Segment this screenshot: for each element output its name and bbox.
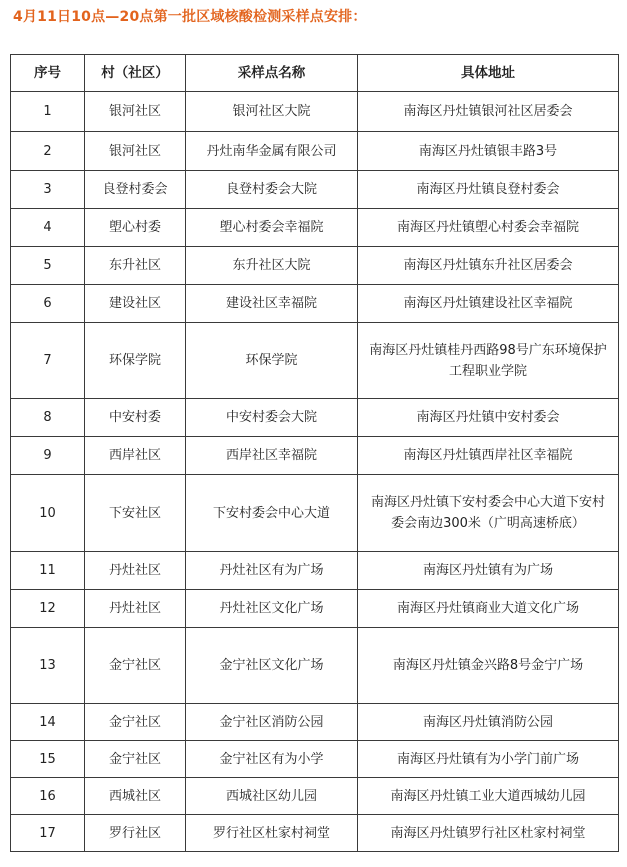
cell-no: 11 xyxy=(11,552,85,590)
cell-no: 12 xyxy=(11,590,85,628)
cell-no: 2 xyxy=(11,132,85,171)
cell-no: 10 xyxy=(11,475,85,552)
cell-village: 塱心村委 xyxy=(85,209,186,247)
cell-village: 良登村委会 xyxy=(85,171,186,209)
cell-village: 西城社区 xyxy=(85,778,186,815)
table-row xyxy=(11,704,619,741)
cell-address: 南海区丹灶镇商业大道文化广场 xyxy=(358,590,619,628)
cell-address: 南海区丹灶镇下安村委会中心大道下安村委会南边300米（广明高速桥底） xyxy=(358,475,619,552)
cell-site: 西岸社区幸福院 xyxy=(186,437,358,475)
cell-no: 9 xyxy=(11,437,85,475)
cell-address: 南海区丹灶镇有为广场 xyxy=(358,552,619,590)
sampling-sites-table xyxy=(10,54,619,852)
cell-no: 13 xyxy=(11,628,85,704)
cell-address: 南海区丹灶镇罗行社区杜家村祠堂 xyxy=(358,815,619,852)
cell-village: 金宁社区 xyxy=(85,704,186,741)
table-body xyxy=(11,92,619,852)
table-row xyxy=(11,741,619,778)
table-header-row xyxy=(11,55,619,92)
table-row xyxy=(11,475,619,552)
cell-no: 7 xyxy=(11,323,85,399)
table-row xyxy=(11,285,619,323)
cell-site: 良登村委会大院 xyxy=(186,171,358,209)
table-row xyxy=(11,778,619,815)
cell-address: 南海区丹灶镇银丰路3号 xyxy=(358,132,619,171)
cell-village: 中安村委 xyxy=(85,399,186,437)
table-row xyxy=(11,247,619,285)
cell-address: 南海区丹灶镇塱心村委会幸福院 xyxy=(358,209,619,247)
cell-no: 17 xyxy=(11,815,85,852)
cell-site: 丹灶南华金属有限公司 xyxy=(186,132,358,171)
cell-address: 南海区丹灶镇建设社区幸福院 xyxy=(358,285,619,323)
cell-no: 15 xyxy=(11,741,85,778)
cell-village: 下安社区 xyxy=(85,475,186,552)
cell-site: 中安村委会大院 xyxy=(186,399,358,437)
table-row xyxy=(11,628,619,704)
cell-site: 西城社区幼儿园 xyxy=(186,778,358,815)
table-row xyxy=(11,590,619,628)
cell-village: 丹灶社区 xyxy=(85,552,186,590)
cell-site: 罗行社区杜家村祠堂 xyxy=(186,815,358,852)
cell-no: 1 xyxy=(11,92,85,132)
table-row xyxy=(11,209,619,247)
cell-village: 金宁社区 xyxy=(85,628,186,704)
cell-address: 南海区丹灶镇中安村委会 xyxy=(358,399,619,437)
cell-no: 8 xyxy=(11,399,85,437)
cell-address: 南海区丹灶镇消防公园 xyxy=(358,704,619,741)
cell-no: 14 xyxy=(11,704,85,741)
cell-site: 建设社区幸福院 xyxy=(186,285,358,323)
table-row xyxy=(11,92,619,132)
cell-address: 南海区丹灶镇良登村委会 xyxy=(358,171,619,209)
header-address: 具体地址 xyxy=(358,55,619,92)
cell-village: 罗行社区 xyxy=(85,815,186,852)
header-no: 序号 xyxy=(11,55,85,92)
cell-village: 建设社区 xyxy=(85,285,186,323)
cell-site: 金宁社区消防公园 xyxy=(186,704,358,741)
cell-site: 金宁社区有为小学 xyxy=(186,741,358,778)
table-row xyxy=(11,323,619,399)
cell-address: 南海区丹灶镇东升社区居委会 xyxy=(358,247,619,285)
cell-address: 南海区丹灶镇银河社区居委会 xyxy=(358,92,619,132)
cell-no: 3 xyxy=(11,171,85,209)
page-title: 4月11日10点—20点第一批区域核酸检测采样点安排： xyxy=(13,9,367,25)
table-row xyxy=(11,552,619,590)
cell-site: 塱心村委会幸福院 xyxy=(186,209,358,247)
cell-site: 下安村委会中心大道 xyxy=(186,475,358,552)
cell-no: 5 xyxy=(11,247,85,285)
header-village: 村（社区） xyxy=(85,55,186,92)
cell-address: 南海区丹灶镇金兴路8号金宁广场 xyxy=(358,628,619,704)
cell-village: 丹灶社区 xyxy=(85,590,186,628)
header-site: 采样点名称 xyxy=(186,55,358,92)
cell-site: 丹灶社区有为广场 xyxy=(186,552,358,590)
cell-site: 银河社区大院 xyxy=(186,92,358,132)
cell-village: 环保学院 xyxy=(85,323,186,399)
cell-village: 东升社区 xyxy=(85,247,186,285)
cell-village: 银河社区 xyxy=(85,92,186,132)
cell-address: 南海区丹灶镇有为小学门前广场 xyxy=(358,741,619,778)
cell-address: 南海区丹灶镇桂丹西路98号广东环境保护工程职业学院 xyxy=(358,323,619,399)
cell-village: 金宁社区 xyxy=(85,741,186,778)
cell-no: 16 xyxy=(11,778,85,815)
cell-site: 东升社区大院 xyxy=(186,247,358,285)
cell-village: 银河社区 xyxy=(85,132,186,171)
table-row xyxy=(11,132,619,171)
table-row xyxy=(11,399,619,437)
cell-village: 西岸社区 xyxy=(85,437,186,475)
cell-site: 环保学院 xyxy=(186,323,358,399)
cell-site: 金宁社区文化广场 xyxy=(186,628,358,704)
cell-site: 丹灶社区文化广场 xyxy=(186,590,358,628)
cell-address: 南海区丹灶镇西岸社区幸福院 xyxy=(358,437,619,475)
cell-no: 6 xyxy=(11,285,85,323)
cell-no: 4 xyxy=(11,209,85,247)
table-row xyxy=(11,171,619,209)
table-row xyxy=(11,437,619,475)
table-row xyxy=(11,815,619,852)
cell-address: 南海区丹灶镇工业大道西城幼儿园 xyxy=(358,778,619,815)
